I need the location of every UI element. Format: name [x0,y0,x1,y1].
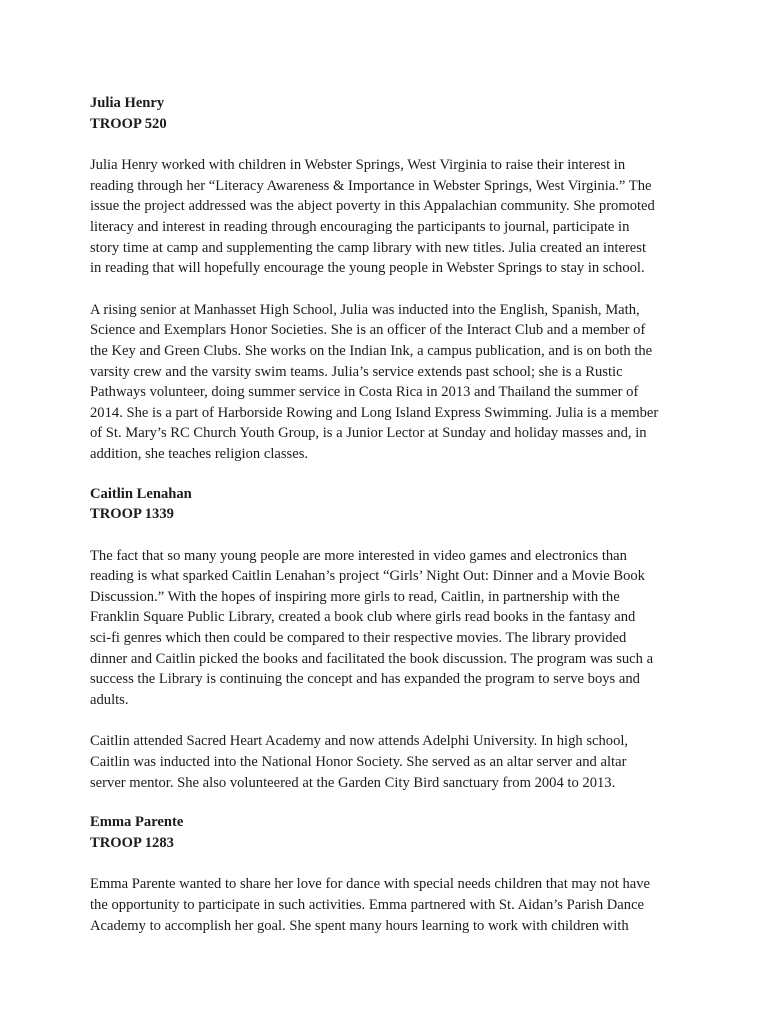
bio-paragraph [90,731,690,793]
text-line: Academy to accomplish her goal. She spent many hours learning to work with children with [90,917,629,934]
text-line: issue the project addressed was the abject poverty in this Appalachian community. She promoted [90,198,655,215]
text-line: story time at camp and supplementing the camp library with new titles. Julia created an interest [90,239,647,256]
text-line: varsity crew and the varsity swim teams. Julia’s service extends past school; she is a Rustic [90,363,623,380]
entry-heading [90,93,690,134]
bio-paragraph [90,546,690,711]
bio-paragraph [90,155,690,279]
text-line: dinner and Caitlin picked the books and facilitated the book discussion. The program was such a [90,650,654,667]
troop-number: TROOP 520 [90,115,167,132]
troop-number: TROOP 1283 [90,834,174,851]
text-line: in reading that will hopefully encourage the young people in Webster Springs to stay in school. [90,260,645,277]
text-line: of St. Mary’s RC Church Youth Group, is a Junior Lector at Sunday and holiday masses and, in [90,425,647,442]
text-line: Julia Henry worked with children in Webster Springs, West Virginia to raise their interest in [90,157,626,174]
person-name: Emma Parente [90,814,184,831]
entry-julia-henry [90,93,690,465]
bio-paragraph [90,874,690,936]
text-line: The fact that so many young people are more interested in video games and electronics than [90,547,627,564]
text-line: success the Library is continuing the concept and has expanded the program to serve boys and [90,671,640,688]
text-line: 2014. She is a part of Harborside Rowing and Long Island Express Swimming. Julia is a member [90,404,659,421]
entry-emma-parente [90,812,690,936]
text-line: reading through her “Literacy Awareness & Importance in Webster Springs, West Virginia.” The [90,177,652,194]
bio-paragraph [90,300,690,465]
text-line: Caitlin attended Sacred Heart Academy and now attends Adelphi University. In high school, [90,733,629,750]
text-line: the Key and Green Clubs. She works on the Indian Ink, a campus publication, and is on both the [90,342,653,359]
person-name: Caitlin Lenahan [90,485,192,502]
text-line: sci-fi genres which then could be compared to their respective movies. The library provided [90,630,627,647]
text-line: Discussion.” With the hopes of inspiring more girls to read, Caitlin, in partnership with the [90,588,620,605]
text-line: literacy and interest in reading through encouraging the participants to journal, participate in [90,218,630,235]
entry-heading [90,484,690,525]
text-line: Science and Exemplars Honor Societies. She is an officer of the Interact Club and a member of [90,322,646,339]
text-line: adults. [90,691,129,708]
text-line: Emma Parente wanted to share her love for dance with special needs children that may not have [90,876,651,893]
text-line: Caitlin was inducted into the National Honor Society. She served as an altar server and altar [90,754,627,771]
troop-number: TROOP 1339 [90,506,174,523]
person-name: Julia Henry [90,95,165,111]
text-line: Franklin Square Public Library, created a book club where girls read books in the fantasy and [90,609,636,626]
document-page [90,93,690,936]
text-line: Pathways volunteer, doing summer service in Costa Rica in 2013 and Thailand the summer of [90,384,639,401]
text-line: reading is what sparked Caitlin Lenahan’s project “Girls’ Night Out: Dinner and a Movie Book [90,568,645,585]
text-line: server mentor. She also volunteered at the Garden City Bird sanctuary from 2004 to 2013. [90,774,616,791]
entry-heading [90,812,690,853]
entry-caitlin-lenahan [90,484,690,794]
text-line: A rising senior at Manhasset High School, Julia was inducted into the English, Spanish, Math, [90,301,640,318]
text-line: addition, she teaches religion classes. [90,445,309,462]
text-line: the opportunity to participate in such activities. Emma partnered with St. Aidan’s Parish Dance [90,897,645,913]
